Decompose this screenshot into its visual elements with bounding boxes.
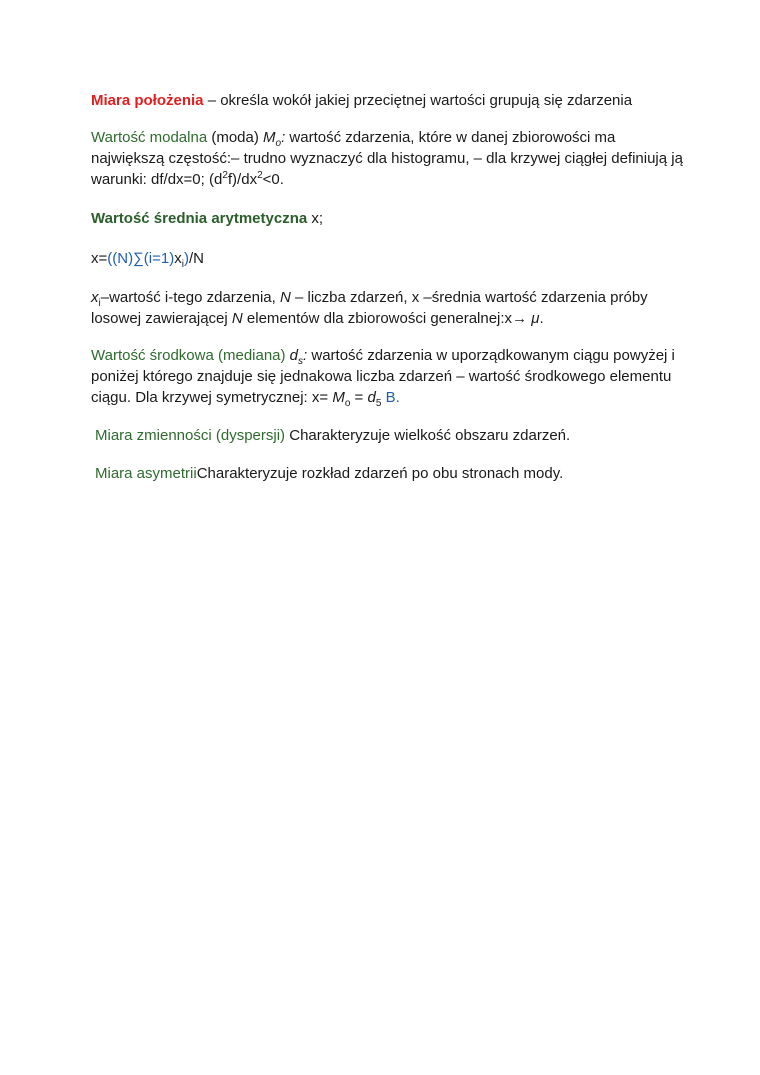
paragraph-measure-of-position — [91, 90, 691, 111]
term-arithmetic-mean: Wartość średnia arytmetyczna — [91, 210, 308, 227]
term-mode: Wartość modalna — [91, 129, 208, 146]
definition-text: – określa wokół jakiej przeciętnej wartości grupują się zdarzenia — [203, 92, 633, 109]
sigma-symbol: ∑ — [133, 250, 144, 267]
formula-mean: $x=((N)\sum(i=1)x_i)/N$ — [91, 250, 204, 270]
paragraph-median: Wartość środkowa (mediana) $d_s$: wartość zdarzenia w uporządkowanym ciągu powyżej i poniżej którego znajduje się jednakowa liczba zdarzeń – wartość środkowego elementu ciągu. Dla krzywej symetrycznej: $x= M_o = d_5$ B. — [91, 347, 675, 409]
paragraph-arithmetic-mean: Wartość średnia arytmetyczna x; — [91, 210, 324, 227]
term-dispersion: Miara zmienności (dyspersji) — [95, 427, 286, 444]
mu-symbol: μ — [527, 310, 540, 327]
arrow-symbol: → — [512, 310, 528, 327]
symbol-ds: $d_s$: — [285, 347, 308, 367]
term-asymmetry: Miara asymetrii — [95, 465, 197, 482]
paragraph-dispersion: Miara zmienności (dyspersji) Charakteryzuje wielkość obszaru zdarzeń. — [95, 427, 571, 444]
paragraph-mean-explanation: $x_i$–wartość i-tego zdarzenia, N – liczba zdarzeń, x –średnia wartość zdarzenia próby losowej zawierającej N elementów dla zbiorowości generalnej:x→ μ. — [91, 289, 648, 327]
term-measure-of-position: Miara położenia — [91, 92, 204, 109]
symbol-mo: $M_o$: — [263, 129, 286, 149]
term-median: Wartość środkowa (mediana) — [91, 347, 286, 364]
paragraph-mode: Wartość modalna (moda) $M_o$: wartość zdarzenia, które w danej zbiorowości ma największą częstość:– trudno wyznaczyć dla histogramu, – dla krzywej ciągłej definiują ją warunki: df/dx=0; $(d^2f)/dx^2<0$. — [91, 129, 683, 188]
paragraph-asymmetry: Miara asymetriiCharakteryzuje rozkład zdarzeń po obu stronach mody. — [95, 465, 564, 482]
